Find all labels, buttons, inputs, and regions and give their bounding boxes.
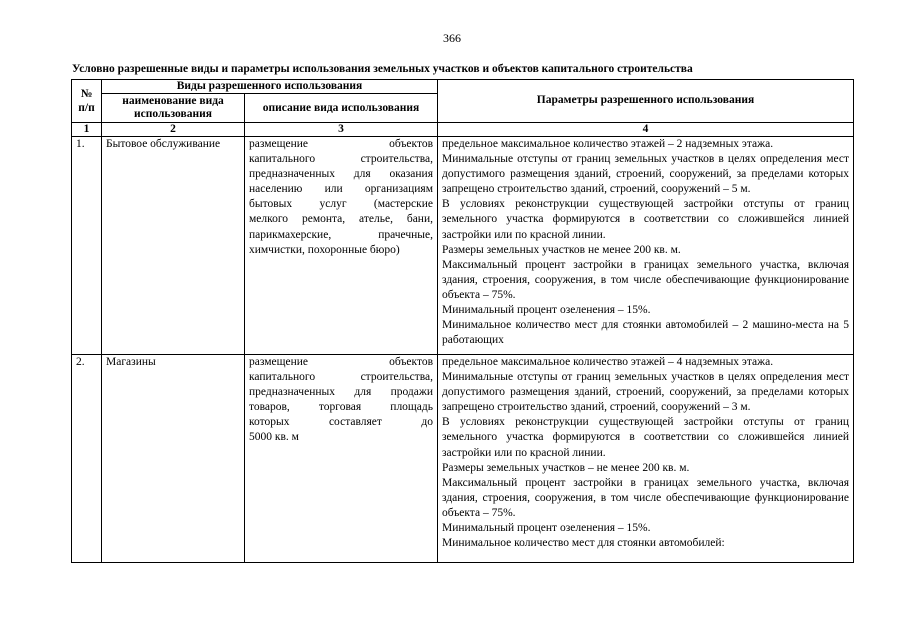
desc-line: парикмахерские, прачечные, xyxy=(249,228,433,241)
desc-line: населению или организациям xyxy=(249,183,433,196)
param-paragraph: В условиях реконструкции существующей застройки отступы от границ земельного участка формируются в соответствии со сложившейся линией застройки или по красной линии. xyxy=(442,198,849,241)
header-num: № п/п xyxy=(72,80,102,123)
param-paragraph: Минимальный процент озеленения – 15%. xyxy=(442,304,651,317)
param-paragraph: Минимальное количество мест для стоянки автомобилей – 2 машино-места на 5 работающих xyxy=(442,319,849,347)
column-number: 1 xyxy=(72,123,102,137)
param-paragraph: Размеры земельных участков – не менее 200 кв. м. xyxy=(442,461,690,474)
header-params: Параметры разрешенного использования xyxy=(438,80,854,123)
header-usage-desc: описание вида использования xyxy=(245,94,438,123)
desc-line: химчистки, похоронные бюро) xyxy=(249,243,400,256)
desc-line: капитального строительства, xyxy=(249,371,433,384)
usage-parameters xyxy=(438,137,854,355)
desc-line: которых составляет до xyxy=(249,416,433,429)
land-use-table xyxy=(71,79,854,563)
desc-line: капитального строительства, xyxy=(249,153,433,166)
param-paragraph: Минимальное количество мест для стоянки автомобилей: xyxy=(442,537,725,550)
row-number: 1. xyxy=(72,137,102,355)
desc-line: предназначенных для продажи xyxy=(249,386,433,399)
column-number: 2 xyxy=(102,123,245,137)
row-number: 2. xyxy=(72,355,102,563)
desc-line: предназначенных для оказания xyxy=(249,168,433,181)
column-number: 4 xyxy=(438,123,854,137)
usage-name: Магазины xyxy=(102,355,245,563)
table-row xyxy=(72,355,854,563)
param-paragraph: Максимальный процент застройки в границах земельного участка, включая здания, строения, сооружения, в том числе обеспечивающие функционирование объекта – 75%. xyxy=(442,476,849,519)
param-paragraph: Минимальный процент озеленения – 15%. xyxy=(442,522,651,535)
table-row xyxy=(72,137,854,355)
header-usage-name: наименование вида использования xyxy=(102,94,245,123)
desc-line: размещение объектов xyxy=(249,356,433,368)
column-number: 3 xyxy=(245,123,438,137)
document-title: Условно разрешенные виды и параметры использования земельных участков и объектов капитального строительства xyxy=(72,63,693,75)
param-paragraph: Размеры земельных участков не менее 200 кв. м. xyxy=(442,243,681,256)
usage-description xyxy=(245,355,438,563)
usage-name: Бытовое обслуживание xyxy=(102,137,245,355)
desc-line: 5000 кв. м xyxy=(249,431,299,444)
usage-parameters xyxy=(438,355,854,563)
desc-line: размещение объектов xyxy=(249,138,433,150)
param-paragraph: Минимальные отступы от границ земельных участков в целях определения мест допустимого размещения зданий, строений, сооружений, за пределами которых запрещено строительство зданий, строений, сооружений – 5 м. xyxy=(442,153,849,196)
param-paragraph: Минимальные отступы от границ земельных участков в целях определения мест допустимого размещения зданий, строений, сооружений, за пределами которых запрещено строительство зданий, строений, сооружений – 3 м. xyxy=(442,371,849,414)
header-usage-types: Виды разрешенного использования xyxy=(102,80,438,94)
param-paragraph: В условиях реконструкции существующей застройки отступы от границ земельного участка формируются в соответствии со сложившейся линией застройки или по красной линии. xyxy=(442,416,849,459)
param-paragraph: предельное максимальное количество этажей – 4 надземных этажа. xyxy=(442,356,774,368)
usage-description xyxy=(245,137,438,355)
param-paragraph: предельное максимальное количество этажей – 2 надземных этажа. xyxy=(442,138,774,150)
desc-line: бытовых услуг (мастерские xyxy=(249,198,433,211)
desc-line: мелкого ремонта, ателье, бани, xyxy=(249,213,433,226)
param-paragraph: Максимальный процент застройки в границах земельного участка, включая здания, строения, сооружения, в том числе обеспечивающие функционирование объекта – 75%. xyxy=(442,258,849,301)
page-number: 366 xyxy=(443,31,461,45)
desc-line: товаров, торговая площадь xyxy=(249,401,433,414)
